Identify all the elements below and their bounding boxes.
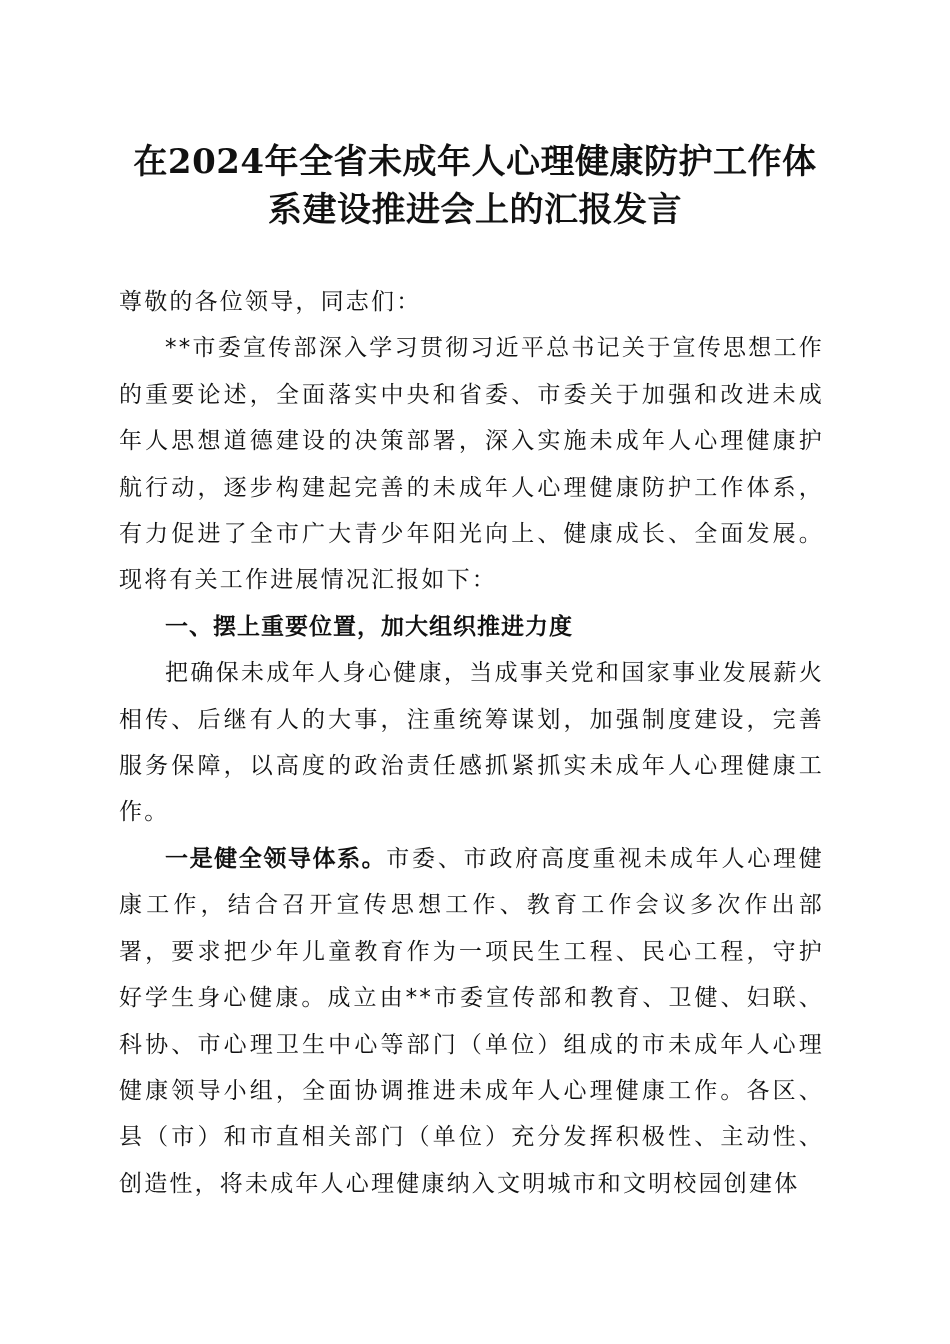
point-1-lead: 一是健全领导体系。 <box>165 845 387 872</box>
document-title <box>90 138 860 234</box>
title-line-1: 在2024年全省未成年人心理健康防护工作体 <box>133 142 817 182</box>
section-1-paragraph: 把确保未成年人身心健康，当成事关党和国家事业发展薪火相传、后继有人的大事，注重统筹谋划，加强制度建设，完善服务保障，以高度的政治责任感抓紧抓实未成年人心理健康工作。 <box>119 660 824 826</box>
document-body <box>119 279 824 1207</box>
section-heading-1: 一、摆上重要位置，加大组织推进力度 <box>165 613 573 640</box>
salutation: 尊敬的各位领导，同志们： <box>119 289 422 315</box>
title-line-2: 系建设推进会上的汇报发言 <box>268 190 682 230</box>
point-1-text: 市委、市政府高度重视未成年人心理健康工作，结合召开宣传思想工作、教育工作会议多次作出部署，要求把少年儿童教育作为一项民生工程、民心工程，守护好学生身心健康。成立由**市委宣传部和教育、卫健、妇联、科协、市心理卫生中心等部门（单位）组成的市未成年人心理健康领导小组，全面协调推进未成年人心理健康工作。各区、县（市）和市直相关部门（单位）充分发挥积极性、主动性、创造性，将未成年人心理健康纳入文明城市和文明校园创建体 <box>119 845 825 1197</box>
point-1-paragraph <box>119 836 824 1207</box>
intro-paragraph: **市委宣传部深入学习贯彻习近平总书记关于宣传思想工作的重要论述，全面落实中央和省委、市委关于加强和改进未成年人思想道德建设的决策部署，深入实施未成年人心理健康护航行动，逐步构建起完善的未成年人心理健康防护工作体系，有力促进了全市广大青少年阳光向上、健康成长、全面发展。现将有关工作进展情况汇报如下： <box>119 335 824 594</box>
